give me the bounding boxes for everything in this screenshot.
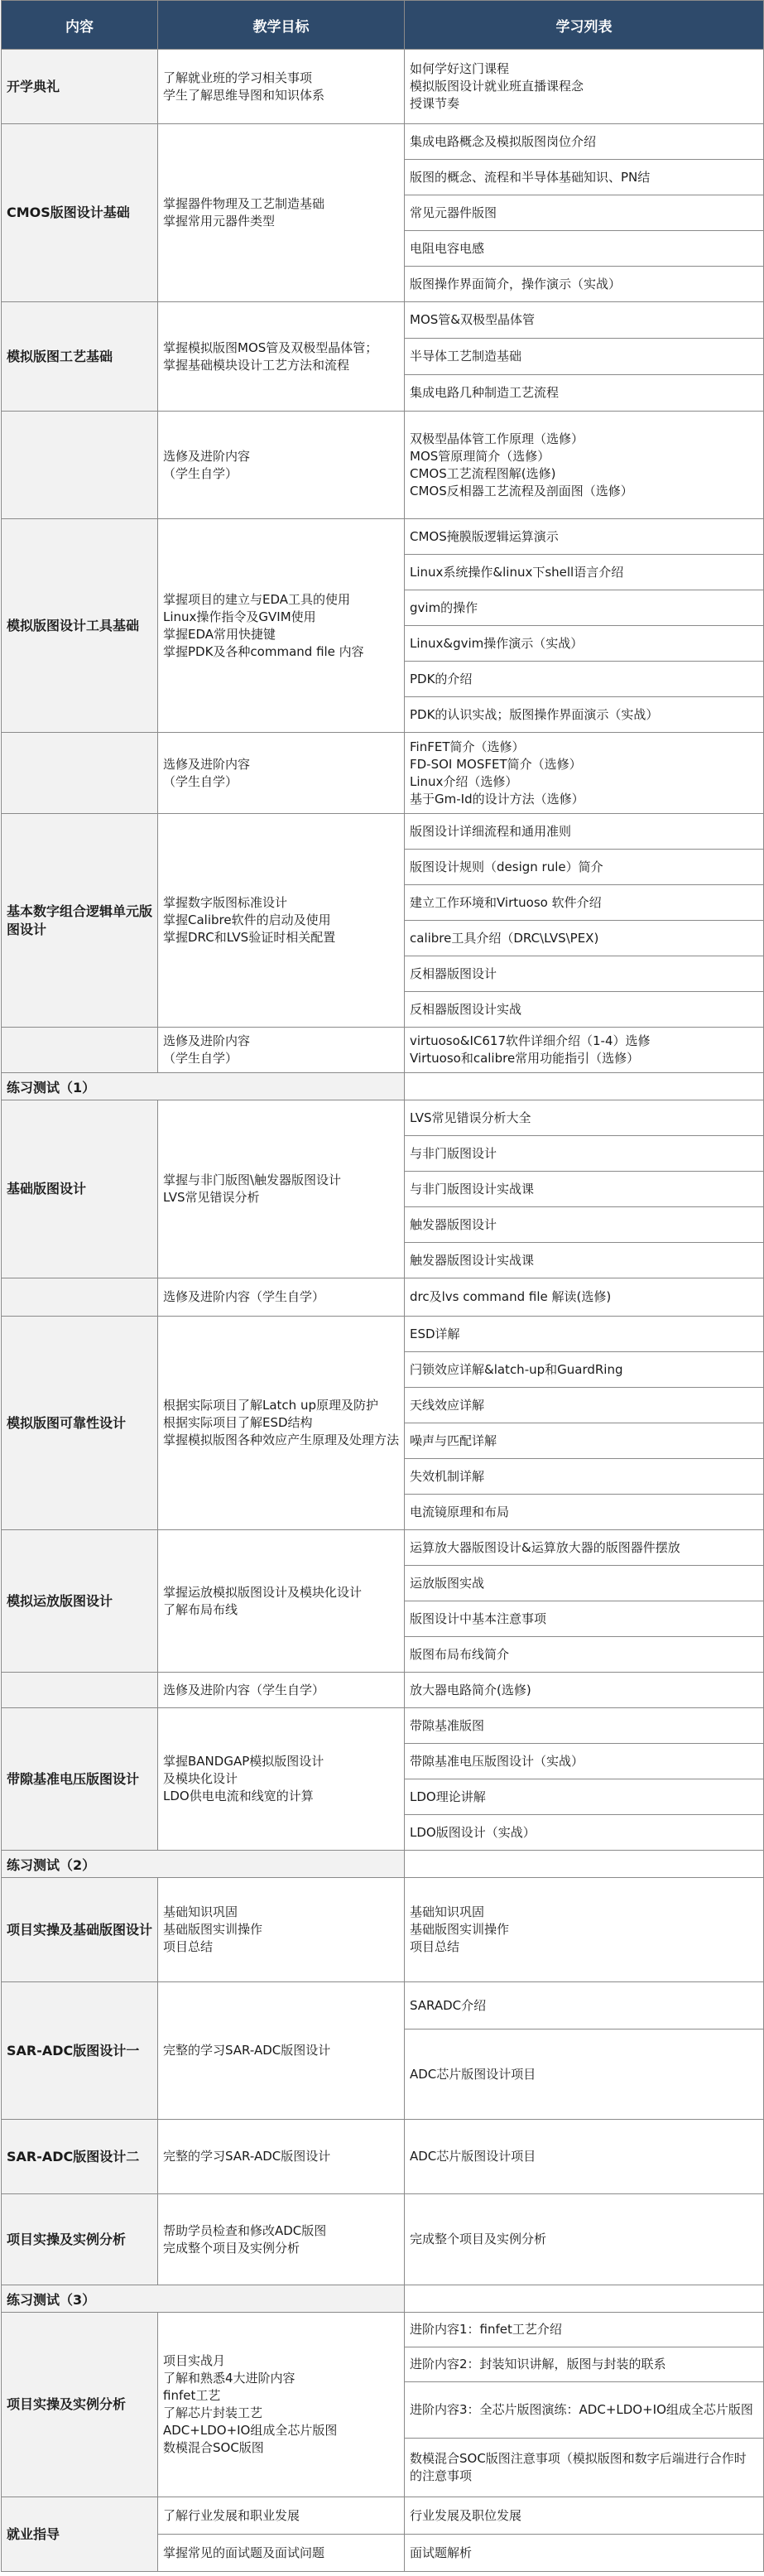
learning-item-cell bbox=[405, 1779, 764, 1815]
learning-item-cell bbox=[405, 1136, 764, 1172]
cell-line: 掌握BANDGAP模拟版图设计 bbox=[163, 1754, 324, 1769]
table-row bbox=[2, 1530, 764, 1566]
learning-item-cell bbox=[405, 850, 764, 885]
module-goals-cell bbox=[158, 1028, 405, 1073]
learning-item-cell bbox=[405, 1278, 764, 1317]
module-goals-cell bbox=[158, 1878, 405, 1982]
cell-line: 失效机制详解 bbox=[410, 1468, 485, 1484]
learning-item-cell bbox=[405, 1459, 764, 1495]
cell-line: CMOS掩膜版逻辑运算演示 bbox=[410, 528, 559, 544]
cell-line: calibre工具介绍（DRC\LVS\PEX) bbox=[410, 930, 599, 946]
learning-item-cell bbox=[405, 626, 764, 662]
cell-line: 版图设计中基本注意事项 bbox=[410, 1611, 547, 1626]
module-goals-cell bbox=[158, 2535, 405, 2572]
module-goals-cell bbox=[158, 1317, 405, 1530]
cell-line: 与非门版图设计 bbox=[410, 1145, 497, 1161]
cell-line: 运放版图实战 bbox=[410, 1575, 485, 1591]
cell-line: LDO供电电流和线宽的计算 bbox=[163, 1789, 314, 1803]
cell-line: Linux介绍（选修） bbox=[410, 773, 518, 789]
module-goals-cell bbox=[158, 2497, 405, 2535]
cell-line: 完整的学习SAR-ADC版图设计 bbox=[163, 2043, 331, 2058]
module-goals-cell bbox=[158, 1708, 405, 1851]
learning-item-cell bbox=[405, 195, 764, 231]
learning-item-cell bbox=[405, 2120, 764, 2194]
learning-item-cell bbox=[405, 1243, 764, 1278]
table-row bbox=[2, 1673, 764, 1708]
module-goals-cell bbox=[158, 2313, 405, 2497]
learning-item-cell bbox=[405, 2439, 764, 2497]
learning-item-cell bbox=[405, 375, 764, 412]
module-content-cell bbox=[2, 1278, 158, 1317]
cell-line: 了解布局布线 bbox=[163, 1601, 238, 1617]
learning-item-cell bbox=[405, 1317, 764, 1352]
module-content-cell: 模拟运放版图设计 bbox=[2, 1530, 158, 1673]
cell-line: 及模块化设计 bbox=[163, 1771, 238, 1786]
cell-line: 掌握模拟版图MOS管及双极型晶体管； bbox=[163, 339, 378, 355]
practice-label: 练习测试（1） bbox=[2, 1073, 405, 1100]
module-content-cell: SAR-ADC版图设计二 bbox=[2, 2120, 158, 2194]
cell-line: 掌握Calibre软件的启动及使用 bbox=[163, 912, 331, 927]
learning-item-cell bbox=[405, 814, 764, 850]
learning-item-cell bbox=[405, 1352, 764, 1388]
cell-line: 项目实战月 bbox=[163, 2353, 226, 2368]
module-content-cell: 模拟版图可靠性设计 bbox=[2, 1317, 158, 1530]
learning-item-cell bbox=[405, 412, 764, 519]
cell-line: 基础版图实训操作 bbox=[410, 1922, 510, 1937]
cell-line: 基于Gm-Id的设计方法（选修） bbox=[410, 791, 584, 807]
practice-empty-cell bbox=[405, 1851, 764, 1878]
cell-line: 电阻电容电感 bbox=[410, 240, 485, 256]
table-row bbox=[2, 1100, 764, 1136]
cell-line: 掌握项目的建立与EDA工具的使用 bbox=[163, 591, 351, 607]
cell-line: 帮助学员检查和修改ADC版图 bbox=[163, 2222, 327, 2238]
cell-line: LDO版图设计（实战） bbox=[410, 1824, 536, 1840]
learning-item-cell bbox=[405, 267, 764, 302]
cell-line: 基础知识巩固 bbox=[163, 1904, 238, 1919]
module-goals-cell bbox=[158, 302, 405, 412]
module-goals-cell bbox=[158, 1673, 405, 1708]
table-row bbox=[2, 1317, 764, 1352]
cell-line: Virtuoso和calibre常用功能指引（选修） bbox=[410, 1051, 640, 1066]
cell-line: 掌握常用元器件类型 bbox=[163, 214, 276, 229]
learning-item-cell bbox=[405, 1744, 764, 1779]
cell-line: 选修及进阶内容（学生自学） bbox=[163, 1682, 325, 1697]
cell-line: 掌握常见的面试题及面试问题 bbox=[163, 2545, 325, 2560]
cell-line: 完整的学习SAR-ADC版图设计 bbox=[163, 2149, 331, 2164]
learning-item-cell bbox=[405, 555, 764, 590]
module-content-cell: 就业指导 bbox=[2, 2497, 158, 2572]
cell-line: ADC芯片版图设计项目 bbox=[410, 2066, 536, 2082]
cell-line: FD-SOI MOSFET简介（选修） bbox=[410, 756, 582, 772]
cell-line: 建立工作环境和Virtuoso 软件介绍 bbox=[410, 894, 602, 910]
cell-line: 根据实际项目了解Latch up原理及防护 bbox=[163, 1398, 378, 1413]
table-row bbox=[2, 1708, 764, 1744]
cell-line: ADC芯片版图设计项目 bbox=[410, 2149, 536, 2164]
cell-line: 行业发展及职位发展 bbox=[410, 2507, 522, 2523]
learning-item-cell bbox=[405, 339, 764, 375]
table-row bbox=[2, 2194, 764, 2285]
module-content-cell: 带隙基准电压版图设计 bbox=[2, 1708, 158, 1851]
cell-line: 放大器电路简介(选修) bbox=[410, 1682, 531, 1697]
cell-line: 授课节奏 bbox=[410, 96, 460, 111]
table-row bbox=[2, 519, 764, 555]
learning-item-cell bbox=[405, 1637, 764, 1673]
cell-line: 带隙基准电压版图设计（实战） bbox=[410, 1753, 584, 1769]
cell-line: 集成电路概念及模拟版图岗位介绍 bbox=[410, 133, 597, 149]
cell-line: PDK的介绍 bbox=[410, 671, 473, 686]
module-content-cell bbox=[2, 1028, 158, 1073]
cell-line: SARADC介绍 bbox=[410, 1997, 487, 2013]
practice-row bbox=[2, 1073, 764, 1100]
practice-label: 练习测试（3） bbox=[2, 2285, 405, 2313]
cell-line: 进阶内容1：finfet工艺介绍 bbox=[410, 2322, 562, 2337]
table-row bbox=[2, 2313, 764, 2347]
cell-line: 反相器版图设计实战 bbox=[410, 1001, 522, 1017]
module-goals-cell bbox=[158, 1530, 405, 1673]
module-content-cell: SAR-ADC版图设计一 bbox=[2, 1982, 158, 2120]
module-content-cell bbox=[2, 733, 158, 814]
learning-item-cell bbox=[405, 1172, 764, 1207]
cell-line: 数模混合SOC版图 bbox=[163, 2440, 264, 2455]
cell-line: CMOS反相器工艺流程及剖面图（选修） bbox=[410, 483, 633, 498]
cell-line: MOS管&双极型晶体管 bbox=[410, 312, 535, 327]
table-row bbox=[2, 814, 764, 850]
module-goals-cell bbox=[158, 2194, 405, 2285]
learning-item-cell bbox=[405, 1982, 764, 2030]
learning-item-cell bbox=[405, 885, 764, 921]
table-body bbox=[2, 50, 764, 2572]
cell-line: 与非门版图设计实战课 bbox=[410, 1181, 535, 1197]
cell-line: 常见元器件版图 bbox=[410, 205, 497, 220]
cell-line: 如何学好这门课程 bbox=[410, 61, 510, 76]
table-row bbox=[2, 1982, 764, 2030]
cell-line: finfet工艺 bbox=[163, 2388, 221, 2403]
module-goals-cell bbox=[158, 1278, 405, 1317]
cell-line: virtuoso&IC617软件详细介绍（1-4）选修 bbox=[410, 1033, 651, 1048]
learning-item-cell bbox=[405, 1100, 764, 1136]
learning-item-cell bbox=[405, 50, 764, 124]
learning-item-cell bbox=[405, 733, 764, 814]
practice-row bbox=[2, 2285, 764, 2313]
table-row bbox=[2, 2497, 764, 2535]
cell-line: Linux操作指令及GVIM使用 bbox=[163, 609, 316, 624]
cell-line: 数模混合SOC版图注意事项（模拟版图和数字后端进行合作时的注意事项 bbox=[410, 2451, 747, 2483]
cell-line: 选修及进阶内容 bbox=[163, 756, 251, 772]
module-goals-cell bbox=[158, 50, 405, 124]
learning-item-cell bbox=[405, 2347, 764, 2382]
learning-item-cell bbox=[405, 1878, 764, 1982]
cell-line: PDK的认识实战；版图操作界面演示（实战） bbox=[410, 706, 659, 722]
table-row bbox=[2, 2120, 764, 2194]
table-row bbox=[2, 1028, 764, 1073]
cell-line: 集成电路几种制造工艺流程 bbox=[410, 385, 560, 400]
module-goals-cell bbox=[158, 124, 405, 302]
cell-line: Linux系统操作&linux下shell语言介绍 bbox=[410, 564, 624, 580]
practice-row bbox=[2, 1851, 764, 1878]
module-content-cell: 项目实操及基础版图设计 bbox=[2, 1878, 158, 1982]
learning-item-cell bbox=[405, 956, 764, 992]
learning-item-cell bbox=[405, 302, 764, 339]
module-goals-cell bbox=[158, 1100, 405, 1278]
learning-item-cell bbox=[405, 1566, 764, 1601]
header-goals: 教学目标 bbox=[158, 1, 405, 50]
cell-line: 选修及进阶内容 bbox=[163, 448, 251, 464]
cell-line: 学生了解思维导图和知识体系 bbox=[163, 87, 325, 103]
learning-item-cell bbox=[405, 1495, 764, 1530]
cell-line: 电流镜原理和布局 bbox=[410, 1504, 510, 1519]
cell-line: 项目总结 bbox=[410, 1939, 460, 1954]
cell-line: LVS常见错误分析大全 bbox=[410, 1110, 531, 1125]
table-row bbox=[2, 302, 764, 339]
table-row bbox=[2, 733, 764, 814]
cell-line: 项目总结 bbox=[163, 1939, 214, 1954]
cell-line: 天线效应详解 bbox=[410, 1397, 485, 1413]
cell-line: 掌握基础模块设计工艺方法和流程 bbox=[163, 357, 350, 373]
cell-line: 掌握运放模拟版图设计及模块化设计 bbox=[163, 1584, 363, 1600]
cell-line: 噪声与匹配详解 bbox=[410, 1432, 497, 1448]
learning-item-cell bbox=[405, 1601, 764, 1637]
module-content-cell: CMOS版图设计基础 bbox=[2, 124, 158, 302]
module-content-cell: 模拟版图工艺基础 bbox=[2, 302, 158, 412]
cell-line: 进阶内容2：封装知识讲解，版图与封装的联系 bbox=[410, 2357, 666, 2371]
cell-line: （学生自学） bbox=[163, 1051, 238, 1066]
cell-line: 面试题解析 bbox=[410, 2545, 473, 2560]
cell-line: 版图布局布线简介 bbox=[410, 1646, 510, 1662]
cell-line: （学生自学） bbox=[163, 773, 238, 789]
cell-line: 了解行业发展和职业发展 bbox=[163, 2507, 300, 2523]
module-goals-cell bbox=[158, 1982, 405, 2120]
table-row bbox=[2, 412, 764, 519]
cell-line: LVS常见错误分析 bbox=[163, 1190, 260, 1205]
learning-item-cell bbox=[405, 2535, 764, 2572]
module-content-cell: 开学典礼 bbox=[2, 50, 158, 124]
cell-line: 带隙基准版图 bbox=[410, 1717, 485, 1733]
learning-item-cell bbox=[405, 2313, 764, 2347]
learning-item-cell bbox=[405, 992, 764, 1028]
cell-line: 了解和熟悉4大进阶内容 bbox=[163, 2371, 296, 2386]
cell-line: 掌握PDK及各种command file 内容 bbox=[163, 643, 364, 659]
cell-line: 进阶内容3：全芯片版图演练：ADC+LDO+IO组成全芯片版图 bbox=[410, 2402, 753, 2417]
cell-line: MOS管原理简介（选修） bbox=[410, 448, 550, 464]
cell-line: ESD详解 bbox=[410, 1326, 460, 1341]
module-goals-cell bbox=[158, 733, 405, 814]
cell-line: 掌握DRC和LVS验证时相关配置 bbox=[163, 930, 336, 945]
curriculum-table bbox=[1, 0, 764, 2572]
learning-item-cell bbox=[405, 160, 764, 195]
cell-line: 根据实际项目了解ESD结构 bbox=[163, 1415, 313, 1430]
cell-line: （学生自学） bbox=[163, 465, 238, 481]
module-content-cell: 项目实操及实例分析 bbox=[2, 2194, 158, 2285]
cell-line: 掌握数字版图标准设计 bbox=[163, 895, 288, 910]
header-items: 学习列表 bbox=[405, 1, 764, 50]
cell-line: 掌握器件物理及工艺制造基础 bbox=[163, 196, 325, 211]
cell-line: 完成整个项目及实例分析 bbox=[410, 2232, 547, 2246]
cell-line: 半导体工艺制造基础 bbox=[410, 349, 522, 364]
module-content-cell: 基本数字组合逻辑单元版图设计 bbox=[2, 814, 158, 1028]
table-row bbox=[2, 1878, 764, 1982]
learning-item-cell bbox=[405, 1028, 764, 1073]
cell-line: 反相器版图设计 bbox=[410, 965, 497, 981]
learning-item-cell bbox=[405, 1708, 764, 1744]
cell-line: 版图设计详细流程和通用准则 bbox=[410, 823, 572, 839]
cell-line: 选修及进阶内容（学生自学） bbox=[163, 1289, 325, 1304]
learning-item-cell bbox=[405, 921, 764, 956]
cell-line: Linux&gvim操作演示（实战） bbox=[410, 635, 584, 651]
table-row bbox=[2, 50, 764, 124]
practice-empty-cell bbox=[405, 1073, 764, 1100]
learning-item-cell bbox=[405, 2382, 764, 2439]
cell-line: 闩锁效应详解&latch-up和GuardRing bbox=[410, 1361, 623, 1377]
cell-line: 基础知识巩固 bbox=[410, 1904, 485, 1919]
cell-line: 选修及进阶内容 bbox=[163, 1033, 251, 1048]
table-row bbox=[2, 1278, 764, 1317]
module-content-cell: 模拟版图设计工具基础 bbox=[2, 519, 158, 733]
practice-label: 练习测试（2） bbox=[2, 1851, 405, 1878]
cell-line: LDO理论讲解 bbox=[410, 1789, 486, 1804]
table-row bbox=[2, 124, 764, 160]
cell-line: 基础版图实训操作 bbox=[163, 1922, 263, 1937]
module-goals-cell bbox=[158, 412, 405, 519]
learning-item-cell bbox=[405, 2497, 764, 2535]
cell-line: 运算放大器版图设计&运算放大器的版图器件摆放 bbox=[410, 1539, 680, 1555]
cell-line: 双极型晶体管工作原理（选修） bbox=[410, 431, 584, 446]
learning-item-cell bbox=[405, 1388, 764, 1423]
module-content-cell: 基础版图设计 bbox=[2, 1100, 158, 1278]
learning-item-cell bbox=[405, 1673, 764, 1708]
cell-line: CMOS工艺流程图解(选修) bbox=[410, 465, 556, 481]
cell-line: gvim的操作 bbox=[410, 599, 478, 615]
learning-item-cell bbox=[405, 697, 764, 733]
cell-line: 掌握与非门版图\触发器版图设计 bbox=[163, 1172, 342, 1187]
cell-line: 版图设计规则（design rule）简介 bbox=[410, 859, 603, 874]
cell-line: drc及lvs command file 解读(选修) bbox=[410, 1289, 612, 1304]
cell-line: 模拟版图设计就业班直播课程念 bbox=[410, 79, 584, 94]
practice-empty-cell bbox=[405, 2285, 764, 2313]
cell-line: 了解芯片封装工艺 bbox=[163, 2405, 263, 2420]
learning-item-cell bbox=[405, 1423, 764, 1459]
module-content-cell bbox=[2, 412, 158, 519]
header-content: 内容 bbox=[2, 1, 158, 50]
learning-item-cell bbox=[405, 2194, 764, 2285]
cell-line: 版图的概念、流程和半导体基础知识、PN结 bbox=[410, 169, 651, 185]
module-goals-cell bbox=[158, 2120, 405, 2194]
learning-item-cell bbox=[405, 1815, 764, 1851]
cell-line: 掌握模拟版图各种效应产生原理及处理方法 bbox=[163, 1432, 400, 1447]
cell-line: 版图操作界面简介，操作演示（实战） bbox=[410, 276, 622, 291]
learning-item-cell bbox=[405, 124, 764, 160]
cell-line: 触发器版图设计实战课 bbox=[410, 1252, 535, 1268]
cell-line: 触发器版图设计 bbox=[410, 1216, 497, 1232]
module-content-cell bbox=[2, 1673, 158, 1708]
module-goals-cell bbox=[158, 519, 405, 733]
learning-item-cell bbox=[405, 1530, 764, 1566]
cell-line: 了解就业班的学习相关事项 bbox=[163, 70, 313, 85]
cell-line: FinFET简介（选修） bbox=[410, 739, 525, 754]
learning-item-cell bbox=[405, 2030, 764, 2120]
learning-item-cell bbox=[405, 519, 764, 555]
cell-line: 完成整个项目及实例分析 bbox=[163, 2240, 300, 2256]
learning-item-cell bbox=[405, 662, 764, 697]
module-content-cell: 项目实操及实例分析 bbox=[2, 2313, 158, 2497]
learning-item-cell bbox=[405, 1207, 764, 1243]
cell-line: ADC+LDO+IO组成全芯片版图 bbox=[163, 2423, 338, 2438]
learning-item-cell bbox=[405, 231, 764, 267]
header-row bbox=[2, 1, 764, 50]
learning-item-cell bbox=[405, 590, 764, 626]
cell-line: 掌握EDA常用快捷键 bbox=[163, 626, 276, 642]
module-goals-cell bbox=[158, 814, 405, 1028]
